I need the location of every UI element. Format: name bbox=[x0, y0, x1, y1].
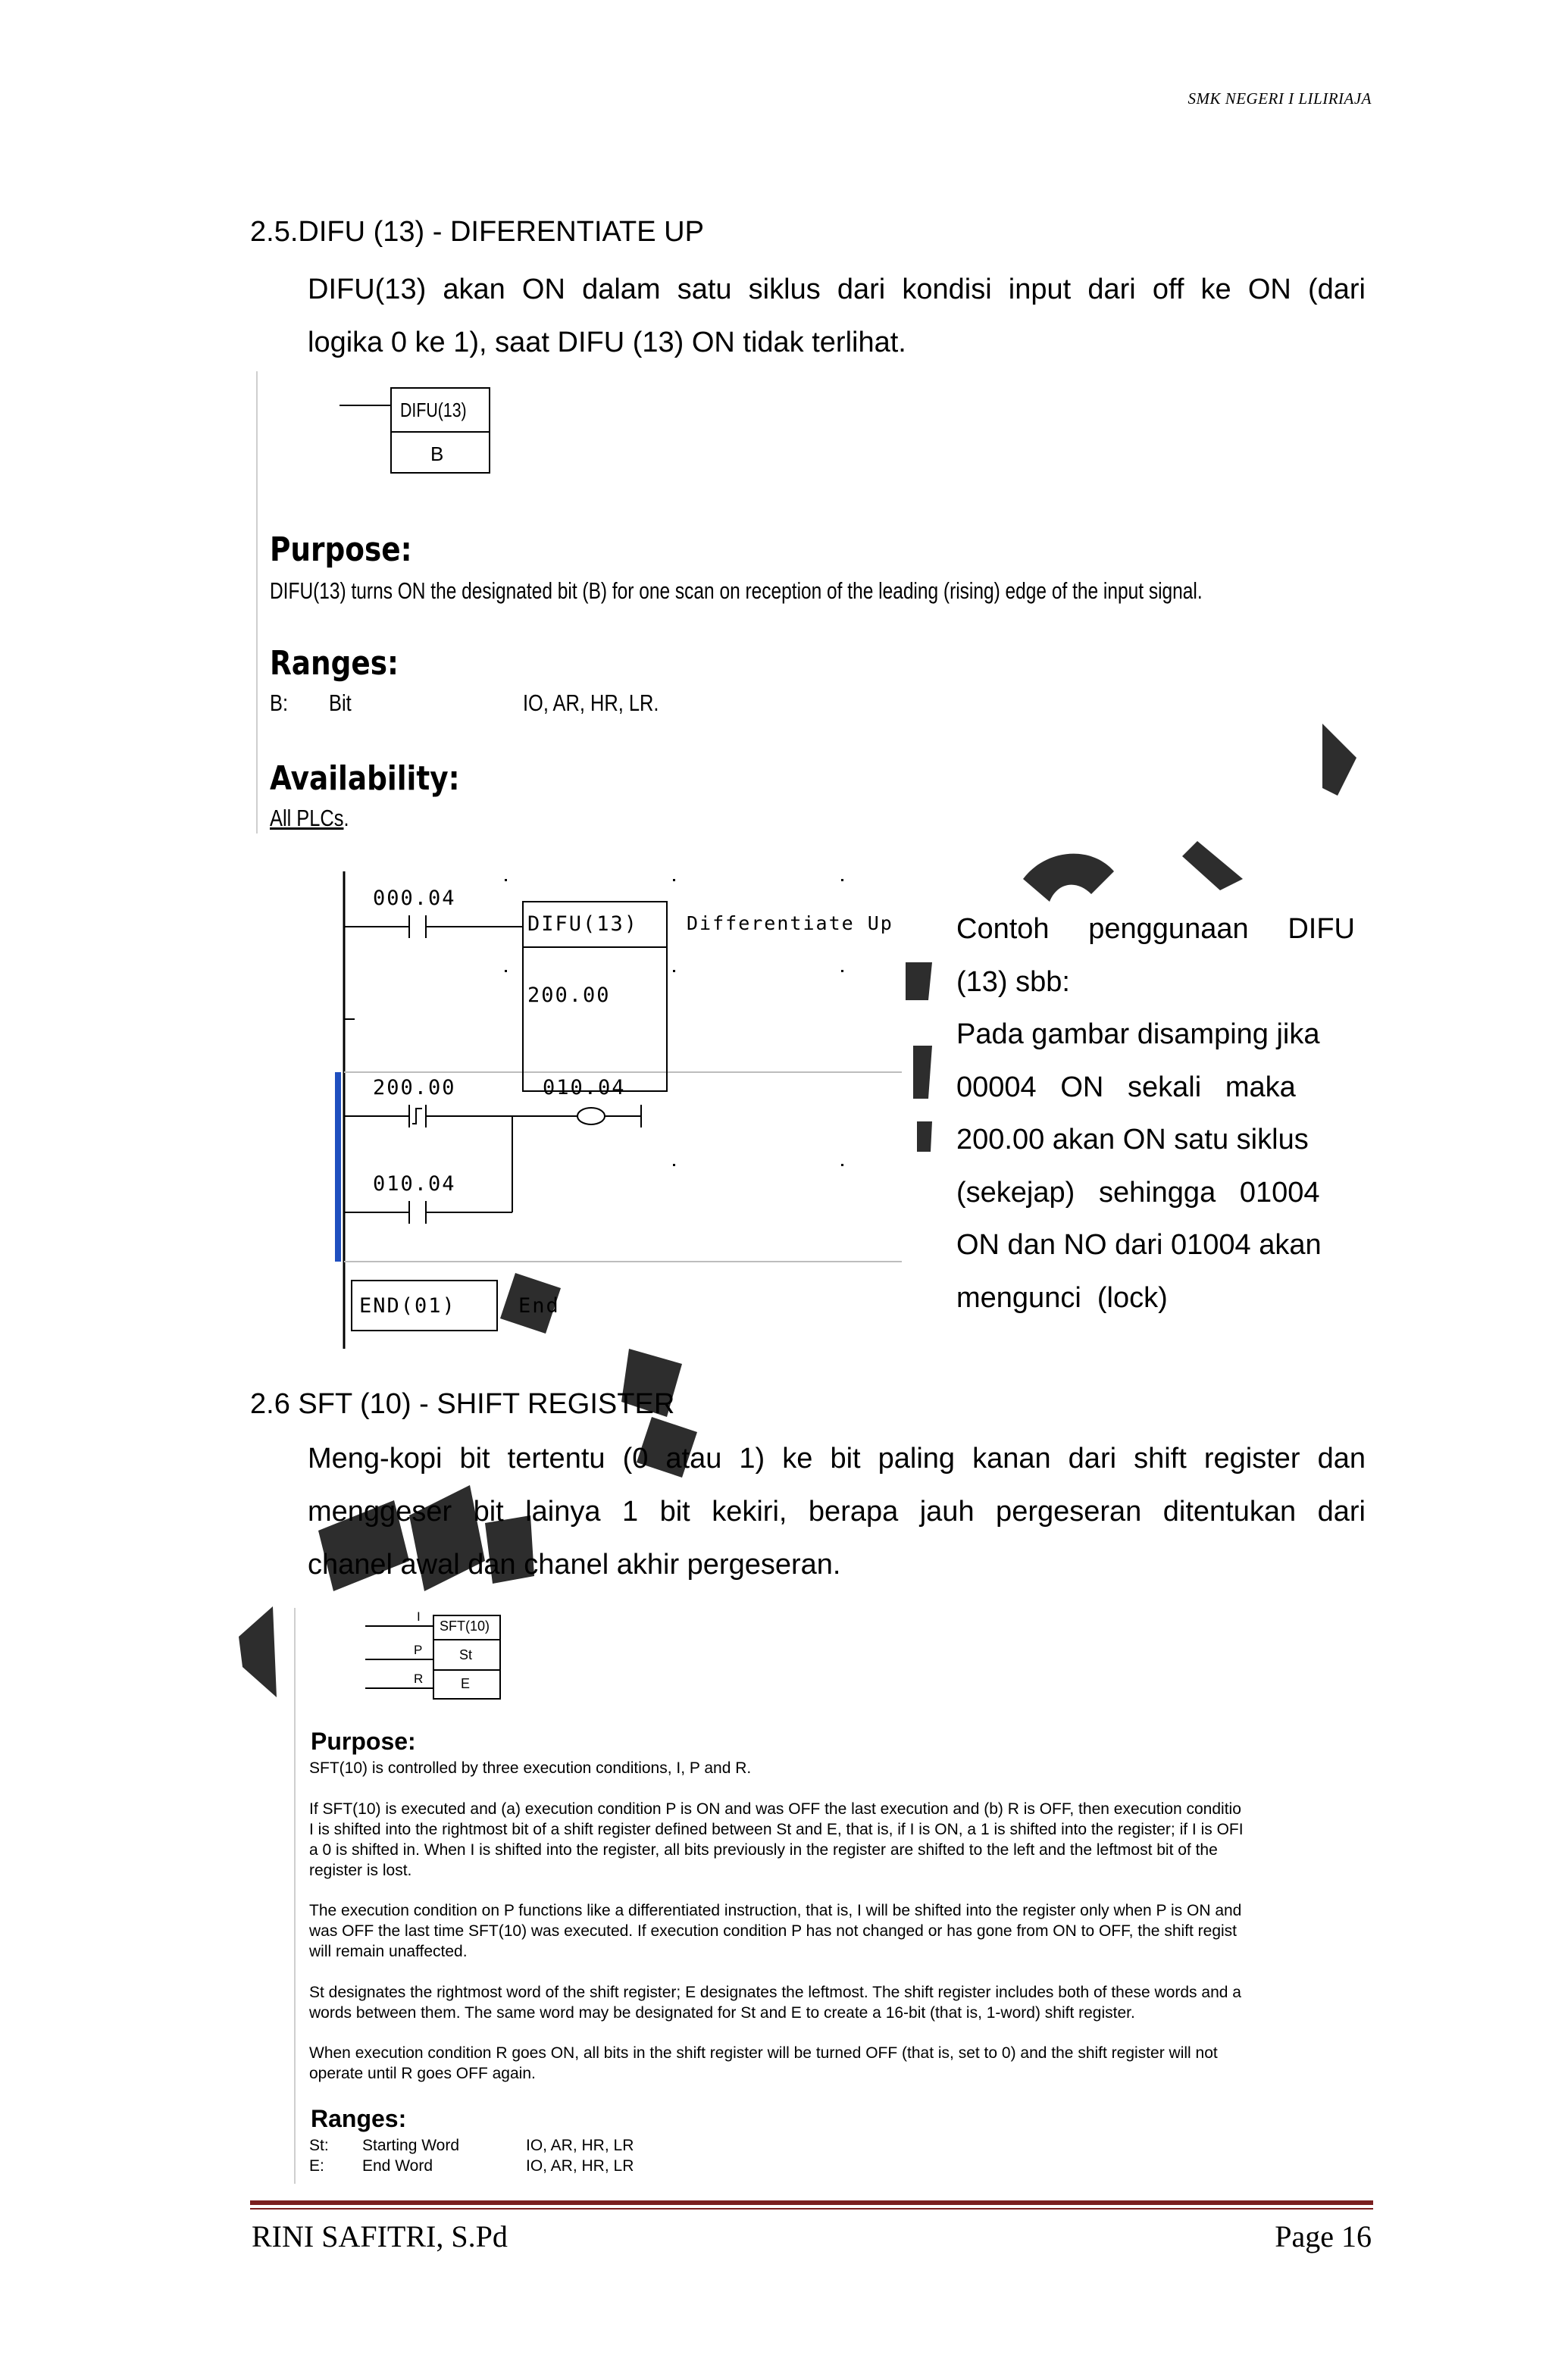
sft-purpose-p3: The execution condition on P functions like a differentiated instruction, that is, I will be shifted into the register only when P is ON and was OFF the last time SFT(10) was executed. If execution condition P has not changed or has gone from ON to OFF, the shift regist will remain unaffected. bbox=[309, 1902, 1242, 1960]
sft-purpose-p1: SFT(10) is controlled by three execution conditions, I, P and R. bbox=[309, 1759, 752, 1777]
sft-purpose-heading: Purpose: bbox=[311, 1728, 416, 1755]
footer-rule-thin bbox=[250, 2208, 1373, 2210]
sft-range2-type: End Word bbox=[362, 2157, 433, 2175]
school-header: SMK NEGERI I LILIRIAJA bbox=[1187, 89, 1372, 108]
ladder-lines bbox=[333, 871, 909, 1356]
sft-reference-figure bbox=[294, 1608, 1378, 2184]
difu-availability-heading: Availability: bbox=[270, 759, 460, 798]
ladder-end-box-label: END(01) bbox=[359, 1294, 456, 1318]
sft-input-i: I bbox=[417, 1609, 421, 1624]
ladder-contact-2-label: 200.00 bbox=[373, 1076, 456, 1099]
difu-paragraph-line1: DIFU(13) akan ON dalam satu siklus dari kondisi input dari off ke ON (dari bbox=[308, 274, 1366, 305]
sft-range1-label: St: bbox=[309, 2137, 329, 2154]
difu-range-label: B: bbox=[270, 690, 289, 716]
difu-purpose-text: DIFU(13) turns ON the designated bit (B) for one scan on reception of the leading (rising) edge of the input signal. bbox=[270, 577, 1203, 604]
difu-purpose-heading: Purpose: bbox=[270, 530, 412, 569]
ladder-difu-caption: Differentiate Up bbox=[687, 912, 893, 934]
ladder-contact-3-label: 010.04 bbox=[373, 1172, 456, 1196]
difu-availability-dot: . bbox=[343, 805, 349, 831]
ladder-difu-operand: 200.00 bbox=[527, 984, 611, 1007]
sft-paragraph bbox=[308, 1432, 1366, 1591]
sft-input-p: P bbox=[414, 1643, 423, 1657]
ladder-end-caption: End bbox=[518, 1294, 560, 1318]
ladder-diagram bbox=[333, 871, 909, 1356]
sft-purpose-p4: St designates the rightmost word of the shift register; E designates the leftmost. The shift register includes both of these words and a words between them. The same word may be designated for St and E to create a 16-bit (that is, 1-word) shift register. bbox=[309, 1984, 1241, 2022]
example-line-7: ON dan NO dari 01004 akan bbox=[956, 1229, 1322, 1261]
ladder-coil-label: 010.04 bbox=[543, 1076, 626, 1099]
footer-author: RINI SAFITRI, S.Pd bbox=[252, 2219, 508, 2253]
section-heading-sft: 2.6 SFT (10) - SHIFT REGISTER bbox=[250, 1388, 675, 1420]
section-heading-difu: 2.5.DIFU (13) - DIFERENTIATE UP bbox=[250, 216, 704, 248]
difu-availability-link[interactable]: All PLCs bbox=[270, 805, 344, 831]
footer-rule-thick bbox=[250, 2200, 1373, 2205]
example-word-3: DIFU bbox=[1288, 913, 1355, 945]
sft-purpose-p5: When execution condition R goes ON, all bits in the shift register will be turned OFF (that is, set to 0) and the shift register will not operate until R goes OFF again. bbox=[309, 2044, 1218, 2082]
difu-range-areas: IO, AR, HR, LR. bbox=[523, 690, 659, 716]
example-word-1: Contoh bbox=[956, 913, 1050, 945]
difu-availability-text bbox=[270, 805, 349, 832]
footer-page-number: Page 16 bbox=[1275, 2219, 1372, 2253]
example-line-2: (13) sbb: bbox=[956, 965, 1070, 998]
difu-box-title: DIFU(13) bbox=[400, 399, 467, 421]
sft-purpose-p2: If SFT(10) is executed and (a) execution condition P is ON and was OFF the last execution and (b) R is OFF, then execution conditio I is shifted into the rightmost bit of a shift register defined between St and E, that is, if I is ON, a 1 is shifted into the register; if I is OFI a 0 is shifted in. When I is shifted into the register, all bits previously in the register are shifted to the left and the leftmost bit of the register is lost. bbox=[309, 1800, 1244, 1879]
example-line-4: 00004 ON sekali maka bbox=[956, 1071, 1296, 1103]
sft-box-title: SFT(10) bbox=[440, 1618, 490, 1634]
ladder-contact-1-label: 000.04 bbox=[373, 887, 456, 910]
example-line-3: Pada gambar disamping jika bbox=[956, 1018, 1320, 1050]
difu-ranges-heading: Ranges: bbox=[270, 644, 399, 683]
sft-range2-areas: IO, AR, HR, LR bbox=[526, 2157, 634, 2175]
sft-paragraph-line2: menggeser bit lainya 1 bit kekiri, berapa jauh pergeseran ditentukan dari bbox=[308, 1496, 1366, 1528]
difu-symbol bbox=[256, 371, 514, 485]
sft-paragraph-line3: chanel awal dan chanel akhir pergeseran. bbox=[308, 1549, 841, 1581]
example-explanation bbox=[956, 903, 1355, 1324]
sft-box-e: E bbox=[461, 1676, 471, 1691]
difu-box-operand: B bbox=[430, 443, 444, 465]
difu-paragraph bbox=[308, 263, 1366, 369]
sft-range2-label: E: bbox=[309, 2157, 324, 2175]
sft-ranges-heading: Ranges: bbox=[311, 2105, 407, 2132]
sft-input-r: R bbox=[414, 1672, 424, 1686]
example-word-2: penggunaan bbox=[1088, 913, 1249, 945]
sft-paragraph-line1: Meng-kopi bit tertentu (0 atau 1) ke bit paling kanan dari shift register dan bbox=[308, 1443, 1366, 1475]
example-line-1 bbox=[956, 903, 1355, 956]
ladder-difu-box-label: DIFU(13) bbox=[527, 912, 639, 936]
difu-paragraph-line2: logika 0 ke 1), saat DIFU (13) ON tidak terlihat. bbox=[308, 327, 906, 358]
sft-box-st: St bbox=[459, 1647, 473, 1662]
example-line-8: mengunci (lock) bbox=[956, 1281, 1168, 1314]
difu-reference-figure bbox=[256, 371, 1355, 841]
sft-range1-areas: IO, AR, HR, LR bbox=[526, 2137, 634, 2154]
example-line-6: (sekejap) sehingga 01004 bbox=[956, 1176, 1320, 1209]
difu-range-type: Bit bbox=[329, 690, 352, 716]
example-line-5: 200.00 akan ON satu siklus bbox=[956, 1124, 1309, 1156]
sft-range1-type: Starting Word bbox=[362, 2137, 459, 2154]
